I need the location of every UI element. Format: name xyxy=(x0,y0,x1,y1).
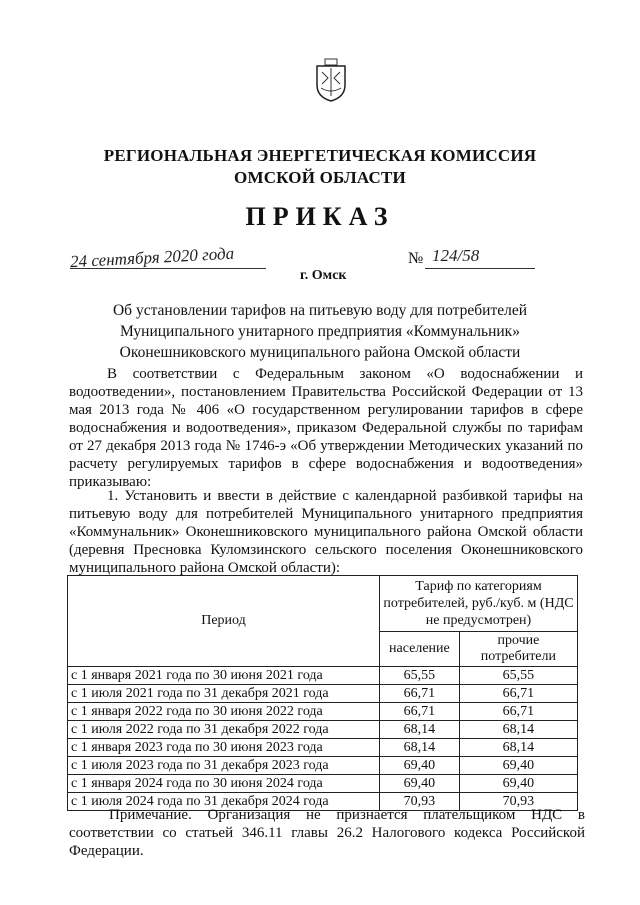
clause-1-paragraph: 1. Установить и ввести в действие с календарной разбивкой тарифы на питьевую воду для потребителей Муниципального унитарного предприятия «Коммунальник» Оконешниковского муниципального района Омской области (деревня Пресновка Куломзинского сельского поселения Оконешниковского муниципального района Омской области): xyxy=(69,488,583,576)
subject-line1: Об установлении тарифов на питьевую воду для потребителей xyxy=(112,302,528,319)
header-tariff: Тариф по категориям потребителей, руб./куб. м (НДС не предусмотрен) xyxy=(380,576,578,632)
cell-other: 68,14 xyxy=(459,739,577,757)
cell-population: 66,71 xyxy=(380,703,460,721)
cell-population: 69,40 xyxy=(380,757,460,775)
document-title: ПРИКАЗ xyxy=(245,202,395,231)
cell-other: 66,71 xyxy=(459,703,577,721)
table-row xyxy=(68,667,578,685)
date-underline xyxy=(70,268,266,269)
preamble-paragraph: В соответствии с Федеральным законом «О водоснабжении и водоотведении», постановлением Правительства Российской Федерации от 13 мая 2013 года № 406 «О государственном регулировании тарифов в сфере водоснабжения и водоотведения», приказом Федеральной службы по тарифам от 27 декабря 2013 года № 1746-э «Об утверждении Методических указаний по расчету регулируемых тарифов в сфере водоснабжения и водоотведения» приказываю: xyxy=(69,366,583,490)
cell-period: с 1 июля 2022 года по 31 декабря 2022 года xyxy=(68,721,380,739)
header-other: прочие потребители xyxy=(459,632,577,667)
cell-other: 69,40 xyxy=(459,757,577,775)
table-row xyxy=(68,685,578,703)
cell-period: с 1 июля 2021 года по 31 декабря 2021 года xyxy=(68,685,380,703)
header-population: население xyxy=(380,632,460,667)
cell-population: 66,71 xyxy=(380,685,460,703)
cell-period: с 1 июля 2023 года по 31 декабря 2023 года xyxy=(68,757,380,775)
subject-line3: Оконешниковского муниципального района Омской области xyxy=(119,344,521,361)
cell-population: 68,14 xyxy=(380,739,460,757)
cell-other: 69,40 xyxy=(459,775,577,793)
cell-period: с 1 января 2023 года по 30 июня 2023 года xyxy=(68,739,380,757)
header-period: Период xyxy=(68,576,380,667)
table-row xyxy=(68,775,578,793)
tariff-table xyxy=(67,575,578,811)
table-row xyxy=(68,721,578,739)
cell-other: 70,93 xyxy=(459,793,577,811)
order-subject xyxy=(0,300,640,363)
cell-period: с 1 января 2021 года по 30 июня 2021 года xyxy=(68,667,380,685)
organization-name-line2: ОМСКОЙ ОБЛАСТИ xyxy=(234,168,406,187)
cell-other: 65,55 xyxy=(459,667,577,685)
table-row xyxy=(68,703,578,721)
cell-other: 68,14 xyxy=(459,721,577,739)
order-date: 24 сентября 2020 года xyxy=(69,243,235,272)
subject-line2: Муниципального унитарного предприятия «Коммунальник» xyxy=(120,323,520,340)
table-row xyxy=(68,739,578,757)
table-row xyxy=(68,757,578,775)
cell-population: 70,93 xyxy=(380,793,460,811)
cell-period: с 1 января 2024 года по 30 июня 2024 года xyxy=(68,775,380,793)
order-number: 124/58 xyxy=(432,246,480,265)
organization-name-line1: РЕГИОНАЛЬНАЯ ЭНЕРГЕТИЧЕСКАЯ КОМИССИЯ xyxy=(103,146,537,165)
cell-period: с 1 июля 2024 года по 31 декабря 2024 года xyxy=(68,793,380,811)
cell-period: с 1 января 2022 года по 30 июня 2022 года xyxy=(68,703,380,721)
cell-population: 68,14 xyxy=(380,721,460,739)
number-underline xyxy=(425,268,535,269)
order-number-label: № xyxy=(408,250,424,267)
coat-of-arms-icon xyxy=(314,58,348,102)
cell-population: 65,55 xyxy=(380,667,460,685)
cell-population: 69,40 xyxy=(380,775,460,793)
vat-note: Примечание. Организация не признается плательщиком НДС в соответствии со статьей 346.11 главы 26.2 Налогового кодекса Российской Федерации. xyxy=(69,807,585,859)
cell-other: 66,71 xyxy=(459,685,577,703)
city: г. Омск xyxy=(300,268,347,283)
